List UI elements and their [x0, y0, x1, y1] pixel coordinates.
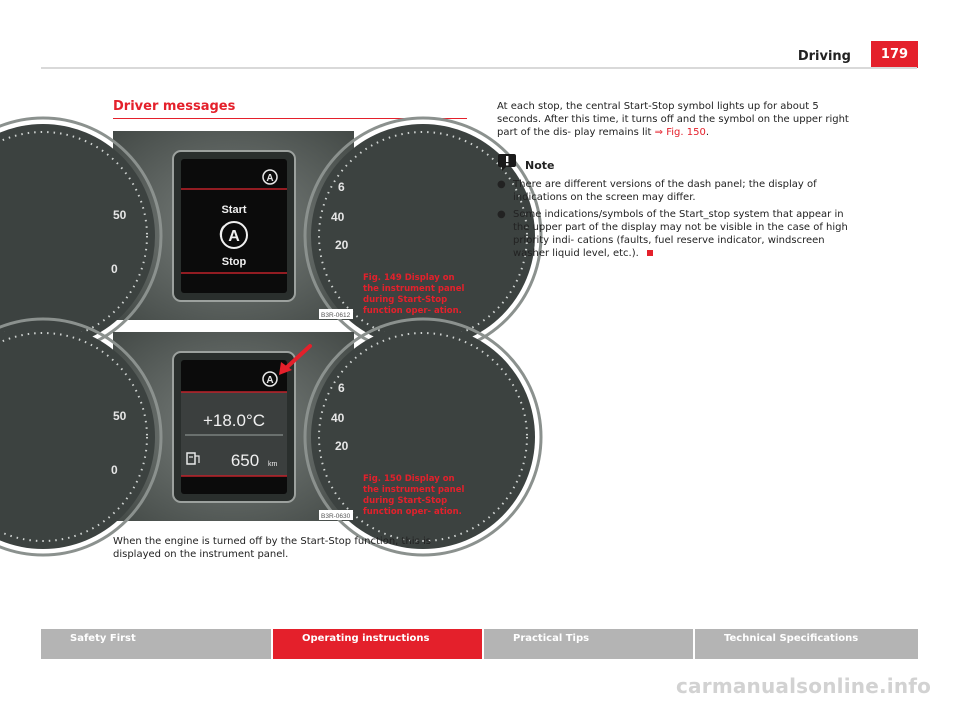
display-temperature: +18.0°C	[202, 411, 266, 430]
footer-tab-technical-specifications[interactable]: Technical Specifications	[695, 629, 918, 659]
figure-149-code: B3R-0612	[321, 312, 351, 319]
right-gauge-label-40: 40	[331, 411, 345, 425]
engine-off-paragraph: When the engine is turned off by the Start-Stop function, this is displayed on the instrument panel.	[113, 536, 431, 560]
left-gauge-label-50: 50	[113, 409, 127, 423]
left-gauge-label-0: 0	[111, 262, 118, 276]
header-rule	[41, 67, 917, 69]
figure-149-caption: Fig. 149 Display on the instrument panel during Start-Stop function oper- ation.	[363, 273, 465, 316]
end-of-section-marker	[647, 250, 653, 256]
bullet-dot: ●	[497, 209, 506, 220]
paragraph-period: .	[705, 127, 709, 138]
footer-nav	[41, 629, 918, 659]
page-number: 179	[871, 41, 918, 68]
start-stop-paragraph	[497, 100, 857, 139]
right-gauge-label-40: 40	[331, 210, 345, 224]
header-title: Driving	[797, 49, 851, 64]
watermark: carmanualsonline.info	[676, 674, 932, 698]
figure-150-link[interactable]: ⇒ Fig. 150	[654, 127, 706, 138]
left-gauge-label-50: 50	[113, 208, 127, 222]
right-gauge-label-6: 6	[338, 381, 345, 395]
right-gauge-label-20: 20	[335, 439, 349, 453]
note-bullet-2-text: Some indications/symbols of the Start_stop system that appear in the upper part of the display may not be visible in the case of high priority indi- cations (faults, fuel reserve indicator, windscreen washer liquid level, etc.).	[513, 209, 848, 259]
bullet-dot: ●	[497, 179, 506, 190]
footer-tab-operating-instructions[interactable]: Operating instructions	[273, 629, 482, 659]
figure-150-image	[113, 332, 354, 521]
right-gauge-label-6: 6	[338, 180, 345, 194]
display-range-unit: km	[268, 461, 278, 468]
svg-text:A: A	[266, 375, 274, 386]
svg-text:A: A	[228, 228, 240, 245]
note-icon	[497, 152, 517, 172]
footer-tab-safety-first[interactable]: Safety First	[41, 629, 271, 659]
start-stop-paragraph-text: At each stop, the central Start-Stop symbol lights up for about 5 seconds. After this time, it turns off and the symbol on the upper right part of the dis- play remains lit	[497, 101, 849, 138]
note-bullet-1-text: There are different versions of the dash panel; the display of indications on the screen may differ.	[513, 179, 817, 203]
display-range-value: 650	[230, 451, 260, 470]
display-stop-label: Stop	[221, 256, 247, 268]
figure-149-image	[113, 131, 354, 320]
note-bullet-2	[497, 208, 857, 260]
figure-150-code: B3R-0630	[321, 513, 351, 520]
section-title: Driver messages	[113, 99, 236, 114]
note-label: Note	[525, 159, 555, 172]
left-gauge-label-0: 0	[111, 463, 118, 477]
footer-tab-practical-tips[interactable]: Practical Tips	[484, 629, 693, 659]
figure-150-caption: Fig. 150 Display on the instrument panel during Start-Stop function oper- ation.	[363, 474, 465, 517]
display-start-label: Start	[221, 204, 247, 216]
right-gauge-label-20: 20	[335, 238, 349, 252]
svg-text:A: A	[266, 173, 274, 184]
note-bullet-1	[497, 178, 857, 204]
